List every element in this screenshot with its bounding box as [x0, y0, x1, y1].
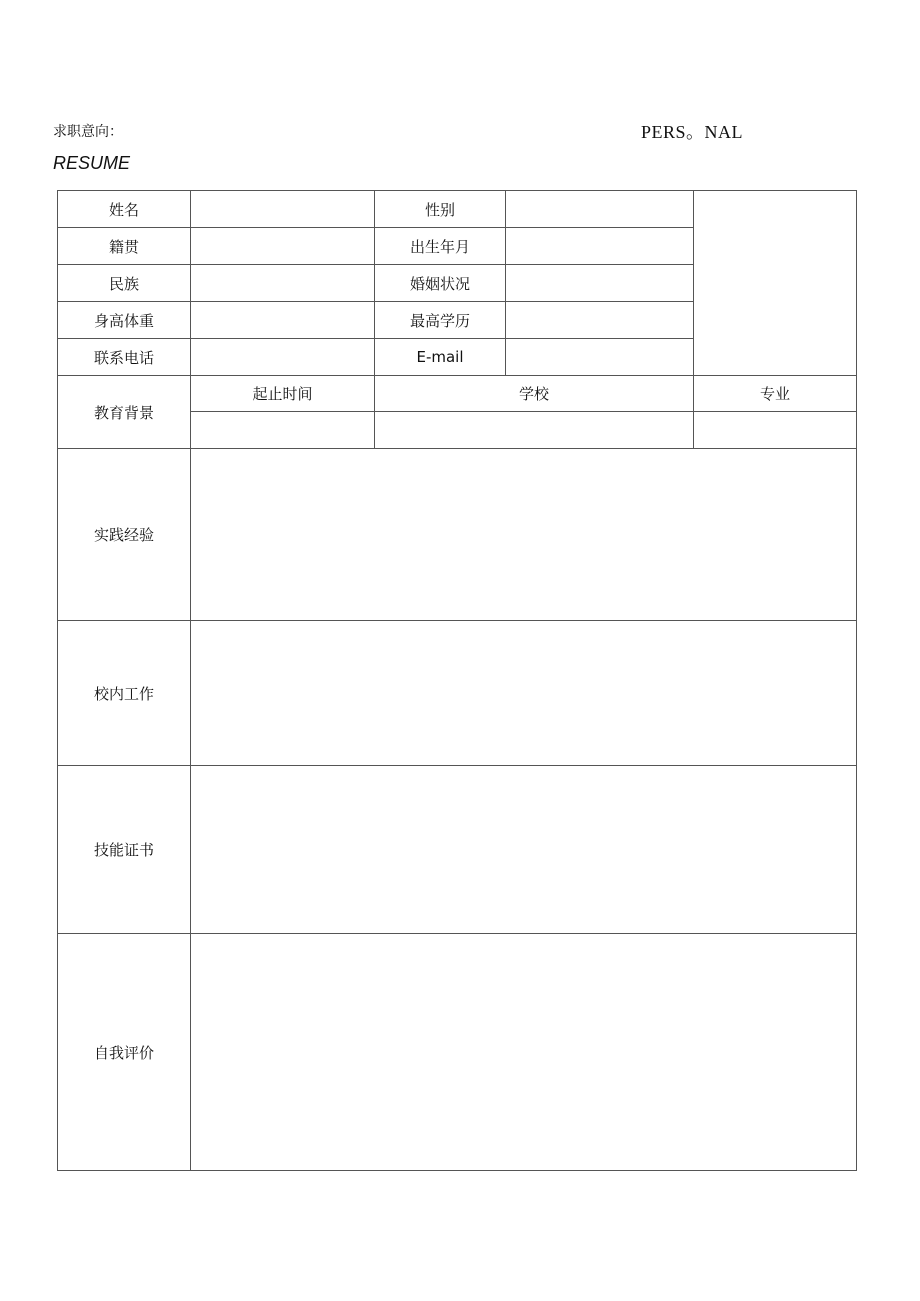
phone-label: 联系电话 [58, 339, 191, 376]
campus-work-label: 校内工作 [58, 621, 191, 766]
self-eval-label: 自我评价 [58, 934, 191, 1171]
ethnicity-field[interactable] [191, 265, 375, 302]
phone-field[interactable] [191, 339, 375, 376]
practice-label: 实践经验 [58, 449, 191, 621]
email-field[interactable] [506, 339, 694, 376]
resume-form-table [57, 190, 857, 1171]
skills-label: 技能证书 [58, 766, 191, 934]
height-weight-field[interactable] [191, 302, 375, 339]
gender-field[interactable] [506, 191, 694, 228]
education-col-major: 专业 [694, 376, 857, 412]
birth-field[interactable] [506, 228, 694, 265]
resume-heading: RESUME [53, 153, 131, 173]
education-school-field[interactable] [375, 412, 694, 449]
personal-heading: PERS。NAL [641, 122, 744, 142]
marital-field[interactable] [506, 265, 694, 302]
native-place-field[interactable] [191, 228, 375, 265]
marital-label: 婚姻状况 [375, 265, 506, 302]
photo-box[interactable] [694, 191, 857, 376]
education-level-label: 最高学历 [375, 302, 506, 339]
education-label: 教育背景 [58, 376, 191, 449]
height-weight-label: 身高体重 [58, 302, 191, 339]
campus-work-field[interactable] [191, 621, 857, 766]
job-intent-label: 求职意向： [53, 124, 123, 140]
education-col-school: 学校 [375, 376, 694, 412]
native-place-label: 籍贯 [58, 228, 191, 265]
gender-label: 性别 [375, 191, 506, 228]
name-label: 姓名 [58, 191, 191, 228]
ethnicity-label: 民族 [58, 265, 191, 302]
self-eval-field[interactable] [191, 934, 857, 1171]
name-field[interactable] [191, 191, 375, 228]
education-col-period: 起止时间 [191, 376, 375, 412]
education-major-field[interactable] [694, 412, 857, 449]
email-label: E-mail [375, 339, 506, 376]
practice-field[interactable] [191, 449, 857, 621]
education-level-field[interactable] [506, 302, 694, 339]
education-period-field[interactable] [191, 412, 375, 449]
birth-label: 出生年月 [375, 228, 506, 265]
skills-field[interactable] [191, 766, 857, 934]
